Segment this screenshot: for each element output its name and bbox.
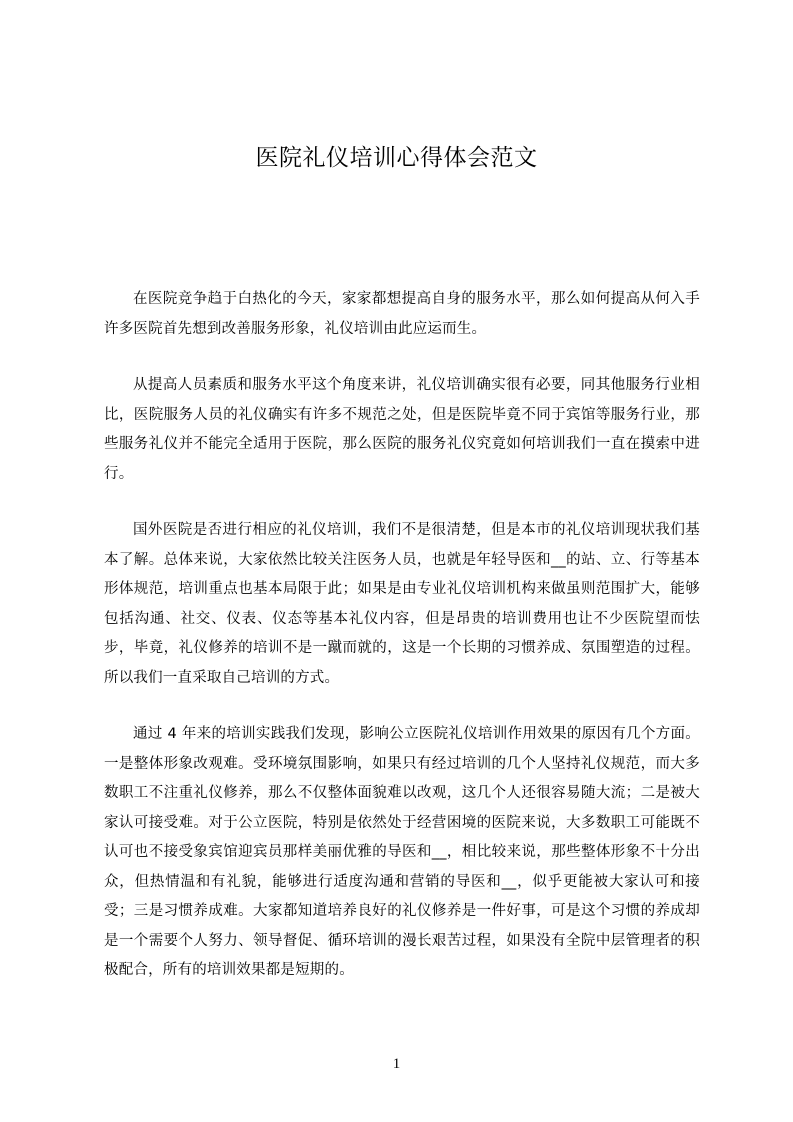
document-body bbox=[104, 285, 700, 1013]
paragraph-4: 通过 4 年来的培训实践我们发现，影响公立医院礼仪培训作用效果的原因有几个方面。一是整体形象改观难。受环境氛围影响，如果只有经过培训的几个人坚持礼仪规范，而大多数职工不注重礼仪修养，那么不仅整体面貌难以改观，这几个人还很容易随大流；二是被大家认可接受难。对于公立医院，特别是依然处于经营困境的医院来说，大多数职工可能既不认可也不接受象宾馆迎宾员那样美丽优雅的导医和__，相比较来说，那些整体形象不十分出众，但热情温和有礼貌，能够进行适度沟通和营销的导医和__，似乎更能被大家认可和接受；三是习惯养成难。大家都知道培养良好的礼仪修养是一件好事，可是这个习惯的养成却是一个需要个人努力、领导督促、循环培训的漫长艰苦过程，如果没有全院中层管理者的积极配合，所有的培训效果都是短期的。 bbox=[104, 726, 700, 978]
paragraph-1: 在医院竞争趋于白热化的今天，家家都想提高自身的服务水平，那么如何提高从何入手许多医院首先想到改善服务形象，礼仪培训由此应运而生。 bbox=[104, 291, 700, 337]
document-title: 医院礼仪培训心得体会范文 bbox=[255, 145, 538, 171]
paragraph-3: 国外医院是否进行相应的礼仪培训，我们不是很清楚，但是本市的礼仪培训现状我们基本了解。总体来说，大家依然比较关注医务人员，也就是年轻导医和__的站、立、行等基本形体规范，培训重点也基本局限于此；如果是由专业礼仪培训机构来做虽则范围扩大，能够包括沟通、社交、仪表、仪态等基本礼仪内容，但是昂贵的培训费用也让不少医院望而怯步，毕竟，礼仪修养的培训不是一蹴而就的，这是一个长期的习惯养成、氛围塑造的过程。所以我们一直采取自己培训的方式。 bbox=[104, 522, 700, 686]
page-number: 1 bbox=[392, 1056, 401, 1072]
paragraph-2: 从提高人员素质和服务水平这个角度来讲，礼仪培训确实很有必要，同其他服务行业相比，医院服务人员的礼仪确实有许多不规范之处，但是医院毕竟不同于宾馆等服务行业，那些服务礼仪并不能完全适用于医院，那么医院的服务礼仪究竟如何培训我们一直在摸索中进行。 bbox=[104, 377, 700, 482]
